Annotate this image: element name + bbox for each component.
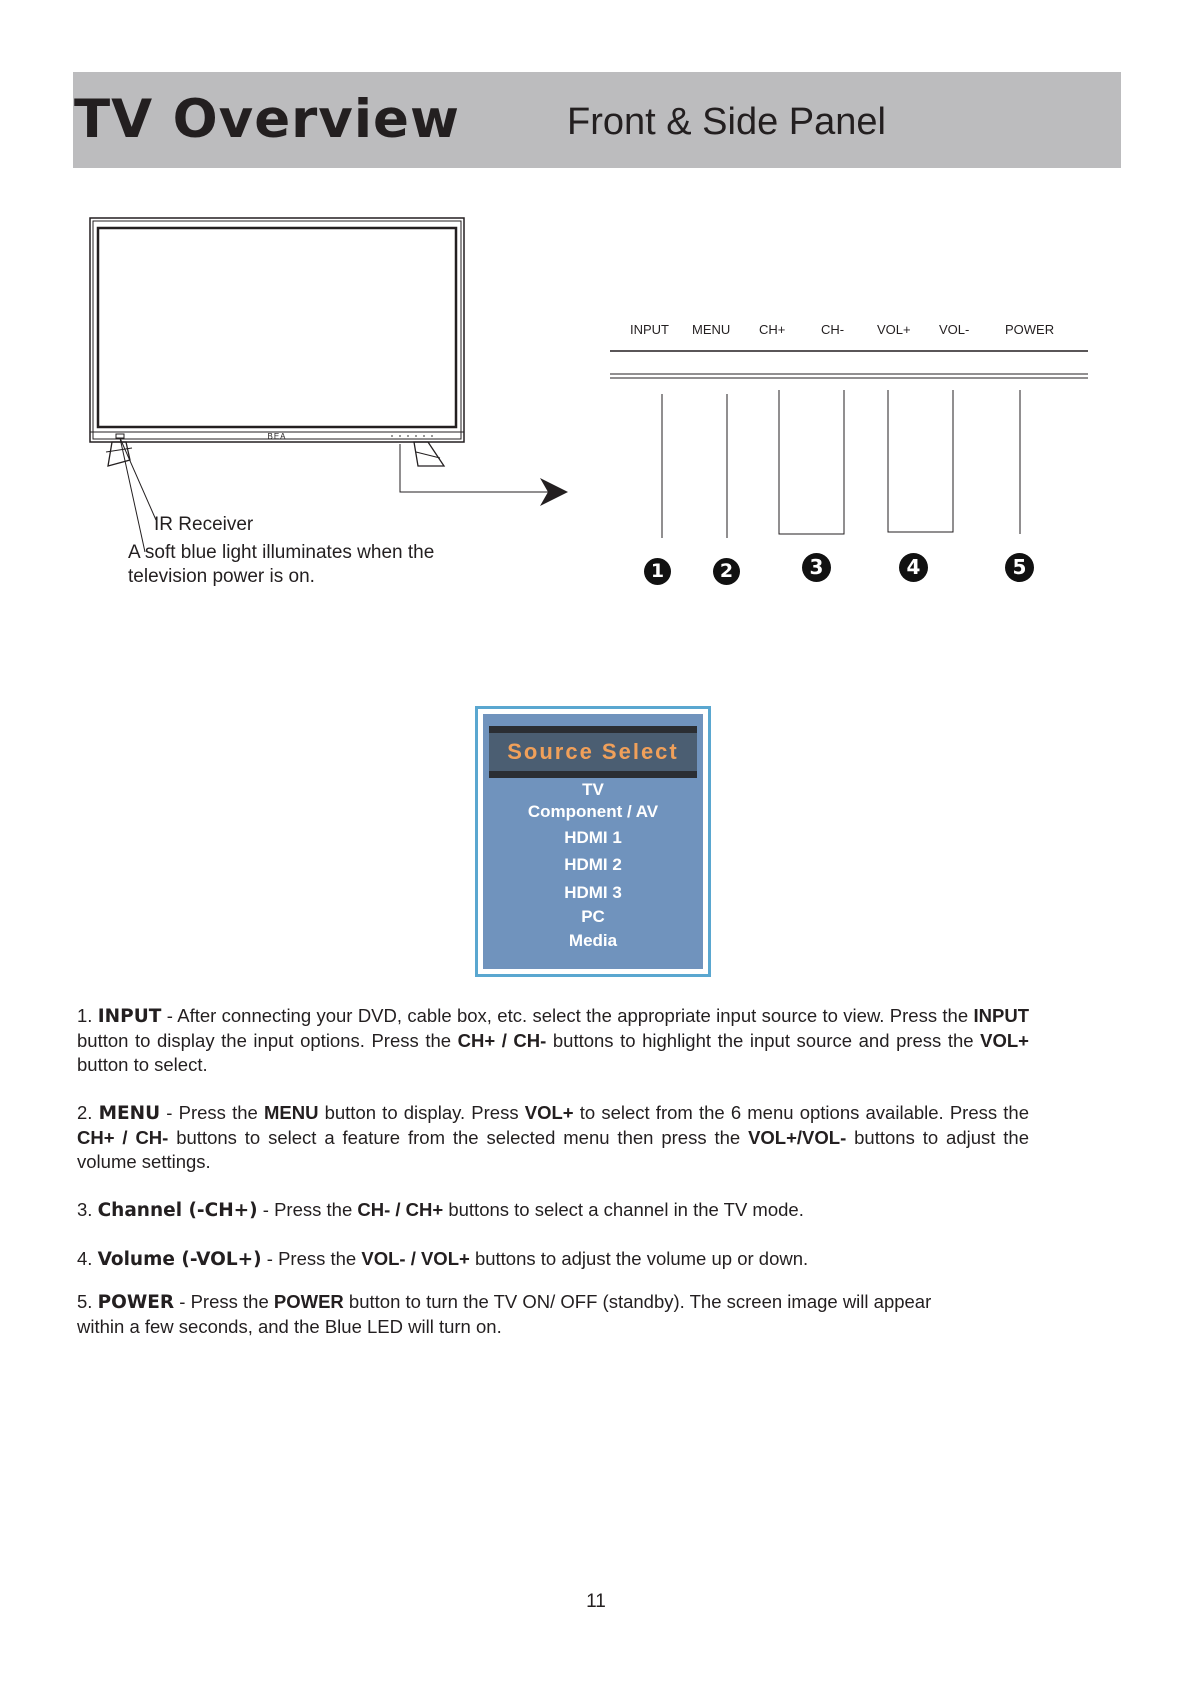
source-item-hdmi-2[interactable]: HDMI 2 [564, 855, 622, 874]
ir-leader-lines [120, 438, 156, 552]
callout-3: 3 [802, 553, 831, 582]
source-item-tv[interactable]: TV [582, 780, 604, 799]
callout-leader-lines [662, 390, 1020, 538]
panel-label-ch-down: CH- [821, 322, 845, 337]
instruction-keyword: INPUT [97, 1006, 162, 1027]
source-item-component-av[interactable]: Component / AV [527, 802, 659, 821]
source-item-pc[interactable]: PC [581, 907, 605, 926]
instruction-keyword: MENU [98, 1103, 161, 1124]
panel-arrow [400, 444, 568, 506]
side-panel-strip [610, 351, 1088, 378]
instructions [77, 1004, 1029, 1339]
instruction-power: 5. POWER - Press the POWER button to turn the TV ON/ OFF (standby). The screen image will appear within a few seconds, and the Blue LED will turn on. [77, 1291, 932, 1337]
instruction-keyword: Volume (-VOL+) [97, 1249, 262, 1270]
callout-2: 2 [713, 558, 740, 585]
callout-4: 4 [899, 553, 928, 582]
panel-label-vol-up: VOL+ [877, 322, 911, 337]
callout-1: 1 [644, 558, 671, 585]
page-number: 11 [586, 1591, 606, 1612]
instruction-menu: 2. MENU - Press the MENU button to display. Press VOL+ to select from the 6 menu options available. Press the CH+ / CH- buttons to select a feature from the selected menu then press the VOL+/VOL- buttons to adjust the volume settings. [77, 1102, 1030, 1172]
instruction-volume: 4. Volume (-VOL+) - Press the VOL- / VOL+ buttons to adjust the volume up or down. [77, 1248, 809, 1270]
instruction-keyword: Channel (-CH+) [97, 1200, 258, 1221]
source-item-hdmi-1[interactable]: HDMI 1 [564, 828, 622, 847]
instruction-channel: 3. Channel (-CH+) - Press the CH- / CH+ buttons to select a channel in the TV mode. [77, 1199, 804, 1221]
panel-label-power: POWER [1005, 322, 1055, 337]
source-select-menu [475, 706, 711, 977]
page-subtitle: Front & Side Panel [567, 101, 886, 143]
ir-receiver-label: IR Receiver [154, 514, 254, 535]
source-item-media[interactable]: Media [568, 931, 618, 950]
source-select-titlebar [489, 726, 697, 778]
page-title: TV Overview [74, 89, 460, 150]
callout-5: 5 [1005, 553, 1034, 582]
tv-side-keys [391, 435, 433, 437]
panel-label-menu: MENU [692, 322, 731, 337]
source-item-hdmi-3[interactable]: HDMI 3 [564, 883, 622, 902]
tv-brand-logo: BEA [267, 432, 287, 441]
panel-label-ch-up: CH+ [759, 322, 786, 337]
tv-front-illustration [90, 218, 464, 466]
source-select-title: Source Select [507, 739, 679, 764]
panel-label-vol-down: VOL- [939, 322, 970, 337]
source-select-body [483, 714, 703, 969]
panel-label-input: INPUT [630, 322, 669, 337]
instruction-input: 1. INPUT - After connecting your DVD, cable box, etc. select the appropriate input source to view. Press the INPUT button to display the input options. Press the CH+ / CH- buttons to highlight the input source and press the VOL+ button to select. [77, 1005, 1029, 1075]
instruction-keyword: POWER [97, 1292, 175, 1313]
ir-receiver-description: A soft blue light illuminates when the television power is on. [128, 542, 435, 587]
